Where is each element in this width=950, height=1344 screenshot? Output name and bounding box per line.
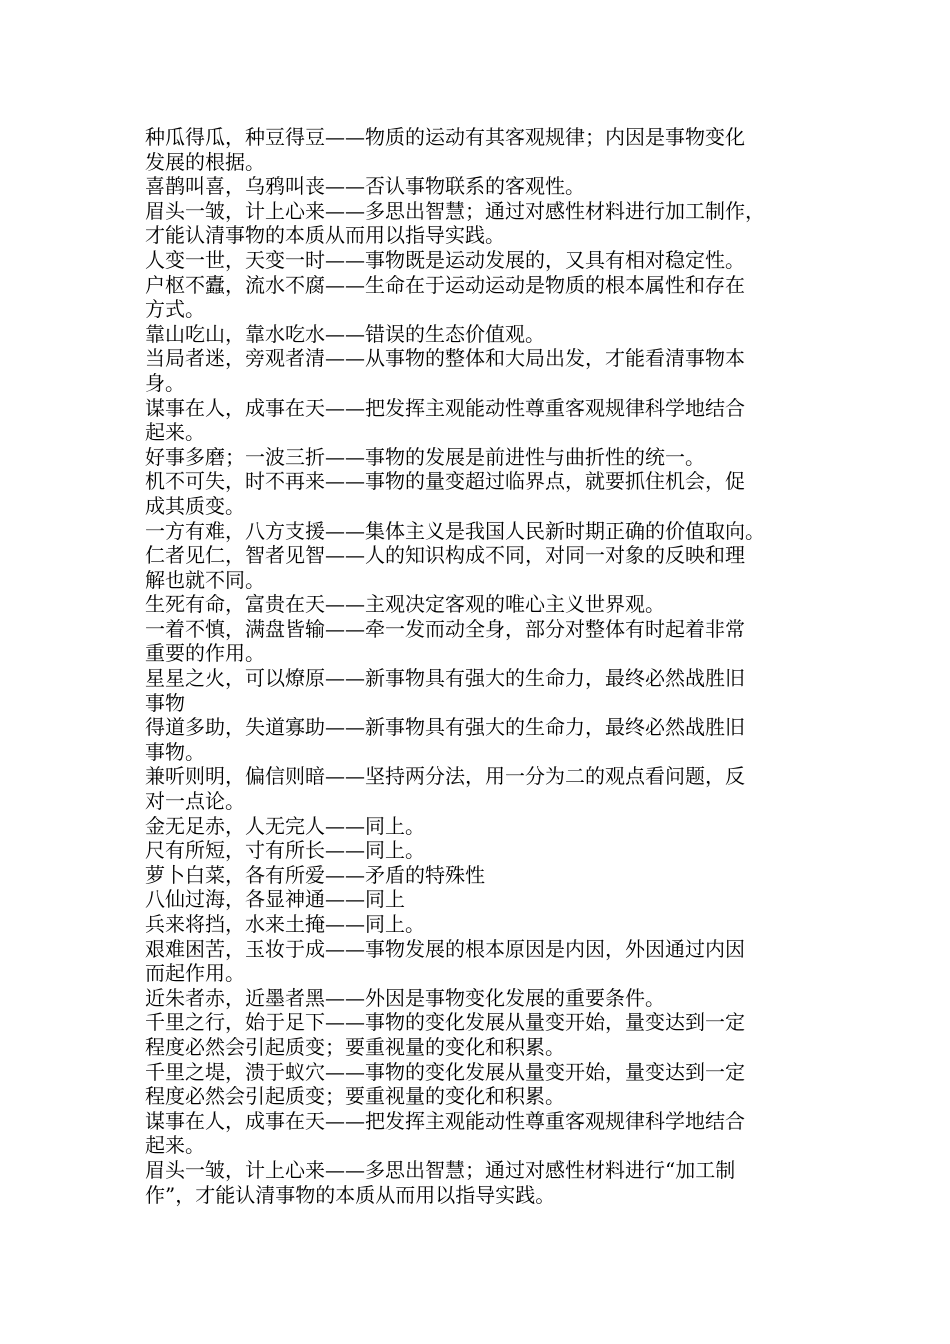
paragraph: 千里之堤，溃于蚁穴——事物的变化发展从量变开始，量变达到一定 程度必然会引起质变；要重视量的变化和积累。: [145, 1059, 745, 1109]
paragraph: 千里之行，始于足下——事物的变化发展从量变开始，量变达到一定 程度必然会引起质变；要重视量的变化和积累。: [145, 1010, 745, 1059]
paragraph: 谋事在人，成事在天——把发挥主观能动性尊重客观规律科学地结合 起来。: [145, 1108, 745, 1158]
paragraph: 种瓜得瓜，种豆得豆——物质的运动有其客观规律；内因是事物变化 发展的根据。: [145, 125, 745, 174]
paragraph: 好事多磨；一波三折——事物的发展是前进性与曲折性的统一。: [145, 444, 705, 469]
paragraph: 星星之火，可以燎原——新事物具有强大的生命力，最终必然战胜旧 事物: [145, 666, 745, 715]
paragraph: 一着不慎，满盘皆输——牵一发而动全身，部分对整体有时起着非常 重要的作用。: [145, 616, 745, 666]
paragraph: 眉头一皱，计上心来——多思出智慧；通过对感性材料进行“加工制 作”，才能认清事物的本质从而用以指导实践。: [145, 1157, 736, 1207]
paragraph: 兼听则明，偏信则暗——坚持两分法，用一分为二的观点看问题，反 对一点论。: [145, 764, 745, 814]
paragraph: 靠山吃山，靠水吃水——错误的生态价值观。: [145, 321, 545, 346]
paragraph: 兵来将挡，水来土掩——同上。: [145, 912, 425, 936]
paragraph: 得道多助，失道寡助——新事物具有强大的生命力，最终必然战胜旧 事物。: [145, 715, 745, 764]
paragraph: 尺有所短，寸有所长——同上。: [145, 838, 425, 863]
paragraph: 仁者见仁，智者见智——人的知识构成不同，对同一对象的反映和理 解也就不同。: [145, 543, 745, 592]
paragraph: 金无足赤，人无完人——同上。: [145, 813, 425, 838]
paragraph: 当局者迷，旁观者清——从事物的整体和大局出发，才能看清事物本 身。: [145, 346, 745, 395]
paragraph: 萝卜白菜，各有所爱——矛盾的特殊性: [145, 862, 485, 887]
paragraph: 近朱者赤，近墨者黑——外因是事物变化发展的重要条件。: [145, 985, 665, 1010]
paragraph: 机不可失，时不再来——事物的量变超过临界点，就要抓住机会，促 成其质变。: [145, 469, 745, 518]
paragraph: 一方有难，八方支援——集体主义是我国人民新时期正确的价值取向。: [145, 518, 765, 543]
paragraph: 户枢不蠹，流水不腐——生命在于运动运动是物质的根本属性和存在 方式。: [145, 272, 745, 322]
paragraph: 艰难困苦，玉妆于成——事物发展的根本原因是内因，外因通过内因 而起作用。: [145, 936, 745, 986]
document-body: [145, 125, 805, 1207]
paragraph: 生死有命，富贵在天——主观决定客观的唯心主义世界观。: [145, 592, 665, 617]
paragraph: 眉头一皱，计上心来——多思出智慧；通过对感性材料进行加工制作， 才能认清事物的本质从而用以指导实践。: [145, 198, 765, 248]
paragraph: 人变一世，天变一时——事物既是运动发展的，又具有相对稳定性。: [145, 247, 745, 272]
paragraph: 八仙过海，各显神通——同上: [145, 887, 405, 912]
paragraph: 喜鹊叫喜，乌鸦叫丧——否认事物联系的客观性。: [145, 174, 585, 199]
paragraph: 谋事在人，成事在天——把发挥主观能动性尊重客观规律科学地结合 起来。: [145, 395, 745, 445]
